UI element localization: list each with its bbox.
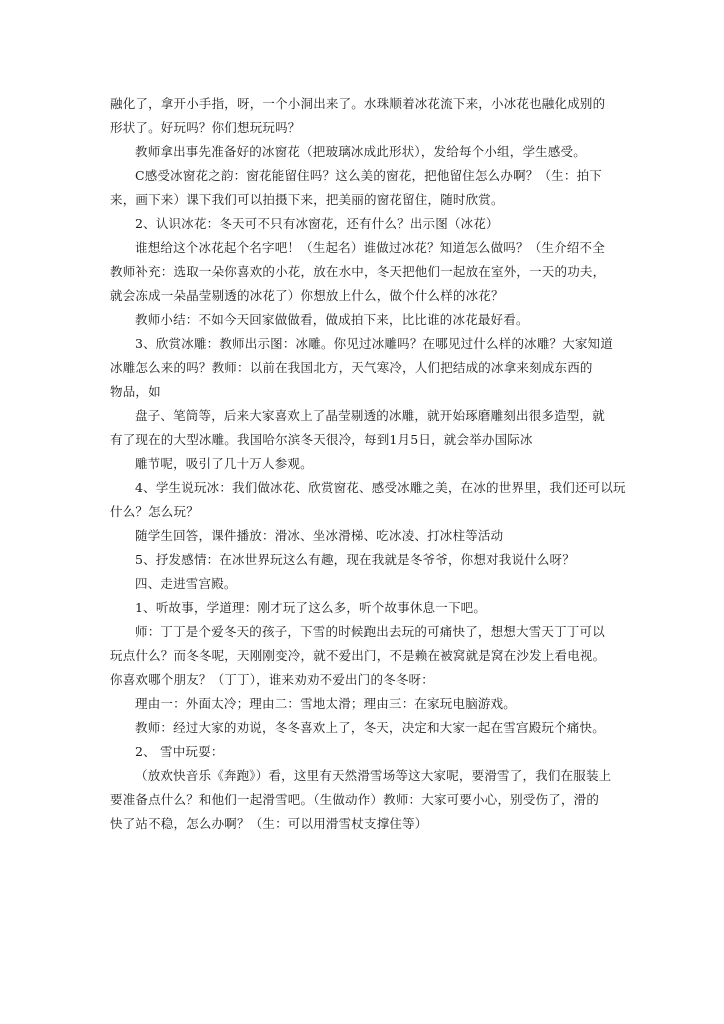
text-line: 教师小结：不如今天回家做做看，做成拍下来，比比谁的冰花最好看。 [135,312,529,327]
text-line: 形状了。好玩吗？你们想玩玩吗？ [110,120,301,135]
text-line: 来，画下来）课下我们可以拍摄下来，把美丽的窗花留住，随时欣赏。 [110,192,504,207]
text-line: 教师拿出事先准备好的冰窗花（把玻璃冰成此形状），发给每个小组，学生感受。 [135,144,586,159]
text-line: 5、抒发感情：在冰世界玩这么有趣，现在我就是冬爷爷，你想对我说什么呀？ [135,552,575,567]
text-line: 2、认识冰花：冬天可不只有冰窗花，还有什么？出示图（冰花） [135,216,499,231]
text-line: 你喜欢哪个朋友？（丁丁），谁来劝劝不爱出门的冬冬呀： [110,672,434,687]
text-line: 什么？怎么玩？ [110,504,199,519]
text-line: 2、 雪中玩耍： [135,744,224,759]
text-line: 理由一：外面太冷；理由二：雪地太滑；理由三：在家玩电脑游戏。 [135,696,517,711]
text-line: 谁想给这个冰花起个名字吧！（生起名）谁做过冰花？知道怎么做吗？（生介绍不全 [135,240,605,255]
text-line: 随学生回答，课件播放：滑冰、坐冰滑梯、吃冰凌、打冰柱等活动 [135,528,504,543]
text-line: 有了现在的大型冰雕。我国哈尔滨冬天很冷，每到1月5日，就会举办国际冰 [110,432,533,447]
text-line: 玩点什么？而冬冬呢，天刚刚变冷，就不爱出门，不是赖在被窝就是窝在沙发上看电视。 [110,648,606,663]
text-line: 快了站不稳，怎么办啊？（生：可以用滑雪杖支撑住等） [110,816,428,831]
text-line: （放欢快音乐《奔跑》）看，这里有天然滑雪场等这大家呢，要滑雪了，我们在服装上 [135,768,612,783]
section-heading: 四、走进雪宫殿。 [135,576,237,591]
text-line: 雕节呢，吸引了几十万人参观。 [135,456,313,471]
text-line: 就会冻成一朵晶莹剔透的冰花了）你想放上什么，做个什么样的冰花？ [110,288,504,303]
text-line: 1、听故事，学道理：刚才玩了这么多，听个故事休息一下吧。 [135,600,487,615]
text-line: 要准备点什么？和他们一起滑雪吧。（生做动作）教师：大家可要小心，别受伤了，滑的 [110,792,600,807]
text-line: C感受冰窗花之韵：窗花能留住吗？这么美的窗花，把他留住怎么办啊？（生：拍下 [135,168,602,183]
text-line: 师：丁丁是个爱冬天的孩子，下雪的时候跑出去玩的可痛快了，想想大雪天丁丁可以 [135,624,605,639]
text-line: 物品，如 [110,384,161,399]
text-line: 冰雕怎么来的吗？教师：以前在我国北方，天气寒冷，人们把结成的冰拿来刻成东西的 [110,360,593,375]
text-line: 融化了，拿开小手指，呀，一个小洞出来了。水珠顺着冰花流下来，小冰花也融化成别的 [110,96,606,111]
text-line: 3、欣赏冰雕：教师出示图：冰雕。你见过冰雕吗？在哪见过什么样的冰雕？大家知道 [135,336,614,351]
text-line: 教师补充：选取一朵你喜欢的小花，放在水中，冬天把他们一起放在室外，一天的功夫， [110,264,606,279]
document-body [110,92,626,836]
text-line: 4、学生说玩冰：我们做冰花、欣赏窗花、感受冰雕之美，在冰的世界里，我们还可以玩 [135,480,626,495]
text-line: 教师：经过大家的劝说，冬冬喜欢上了，冬天，决定和大家一起在雪宫殿玩个痛快。 [135,720,605,735]
text-line: 盘子、笔筒等，后来大家喜欢上了晶莹剔透的冰雕，就开始琢磨雕刻出很多造型，就 [135,408,605,423]
